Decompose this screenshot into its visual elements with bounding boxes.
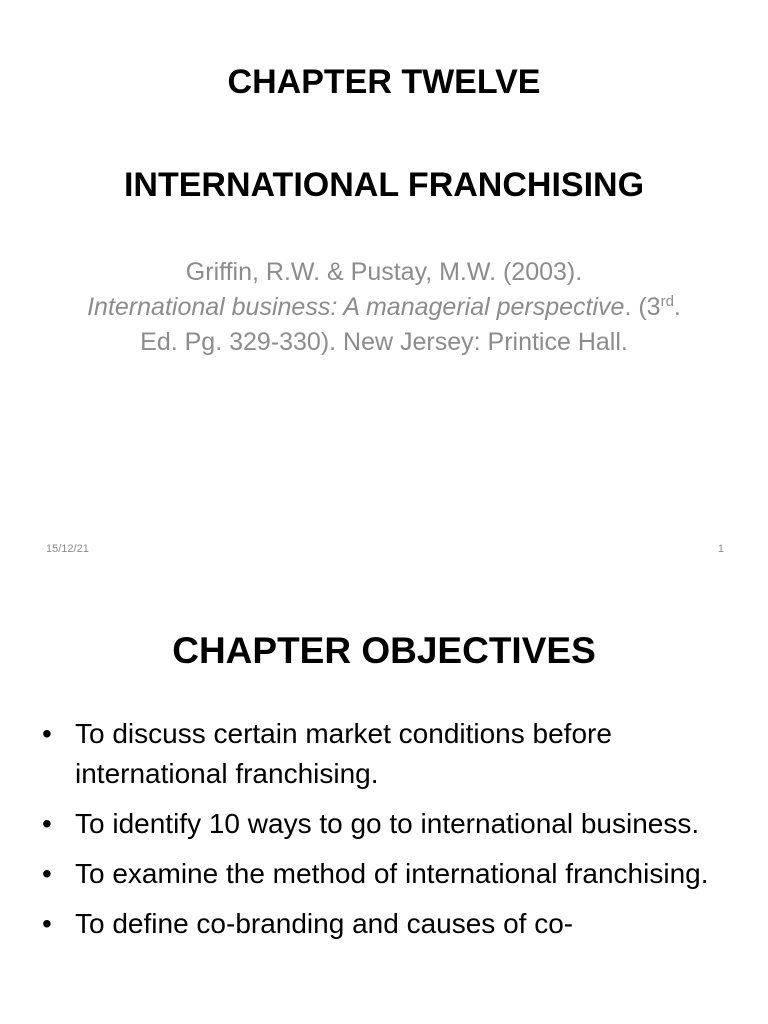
list-item [40, 714, 720, 794]
objectives-title: CHAPTER OBJECTIVES [172, 630, 596, 671]
citation-book-title: International business: A managerial perspective [87, 293, 625, 321]
page-number: 1 [717, 543, 724, 555]
list-item [40, 854, 720, 894]
bullet-dot-icon: • [42, 908, 52, 939]
list-item [40, 804, 720, 844]
list-item [40, 904, 720, 944]
bullet-dot-icon: • [42, 718, 52, 749]
list-item-text: To examine the method of international franchising. [75, 858, 709, 889]
chapter-subtitle: INTERNATIONAL FRANCHISING [123, 166, 645, 204]
citation-rest: . Ed. Pg. 329-330). New Jersey: Printice Hall. [140, 293, 681, 356]
bullet-dot-icon: • [42, 858, 52, 889]
citation-authors: Griffin, R.W. & Pustay, M.W. (2003). [185, 258, 583, 286]
citation-edition-superscript: rd [660, 293, 674, 310]
chapter-title: CHAPTER TWELVE [227, 63, 541, 101]
list-item-text: To define co-branding and causes of co- [75, 908, 574, 939]
bullet-dot-icon: • [42, 808, 52, 839]
citation [84, 255, 684, 360]
citation-after-title: . (3 [624, 293, 661, 321]
slide-2 [0, 576, 768, 1024]
objectives-list [40, 714, 720, 954]
footer-date: 15/12/21 [46, 543, 89, 555]
list-item-text: To discuss certain market conditions before international franchising. [75, 718, 612, 789]
list-item-text: To identify 10 ways to go to international business. [75, 808, 700, 839]
